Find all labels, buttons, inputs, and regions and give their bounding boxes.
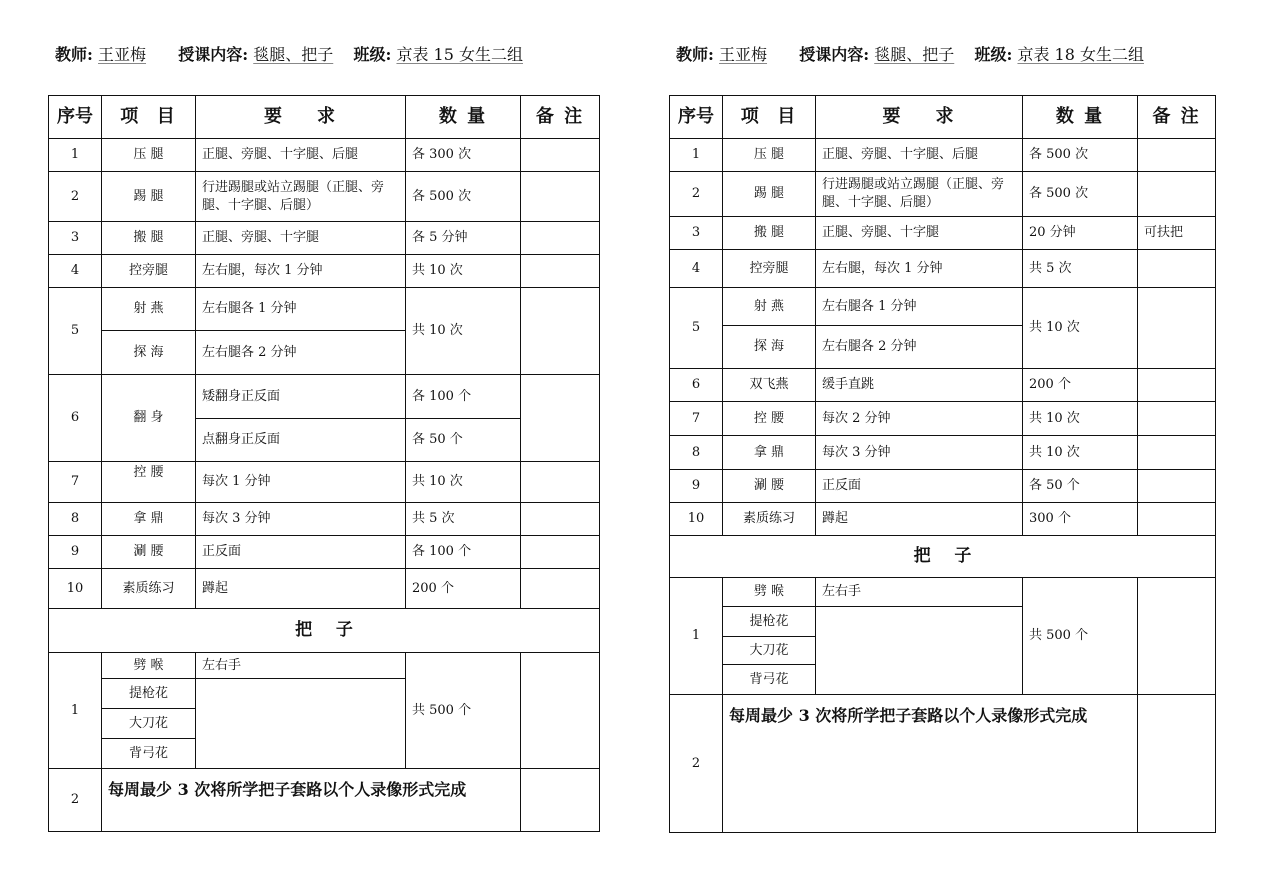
row-note [520, 138, 600, 172]
row-no: 6 [669, 368, 723, 402]
row-no: 1 [48, 138, 102, 172]
row-req: 左右手 [195, 652, 406, 679]
row-qty: 各 300 次 [405, 138, 521, 172]
row-note [520, 221, 600, 255]
row-note [1137, 287, 1216, 369]
row-item: 控旁腿 [722, 249, 816, 288]
col-header-no: 序号 [48, 95, 102, 139]
row-note [520, 461, 600, 503]
row-item: 踢 腿 [722, 171, 816, 217]
row-subitem: 提枪花 [722, 606, 816, 637]
row-req: 左右腿，每次 1 分钟 [815, 249, 1023, 288]
final-instruction: 每周最少 3 次将所学把子套路以个人录像形式完成 [101, 768, 521, 832]
row-note [520, 535, 600, 569]
row-note [520, 768, 600, 832]
row-qty: 共 10 次 [1022, 435, 1138, 470]
row-req-empty [195, 678, 406, 769]
row-qty: 各 500 次 [1022, 171, 1138, 217]
row-item: 素质练习 [722, 502, 816, 536]
col-header-item: 项 目 [101, 95, 196, 139]
row-subitem: 劈 喉 [101, 652, 196, 679]
row-no: 4 [669, 249, 723, 288]
row-qty: 200 个 [405, 568, 521, 609]
row-req: 行进踢腿或站立踢腿（正腿、旁腿、十字腿、后腿） [815, 171, 1023, 217]
row-item: 涮 腰 [101, 535, 196, 569]
row-item: 涮 腰 [722, 469, 816, 503]
row-req: 正反面 [195, 535, 406, 569]
row-req: 每次 3 分钟 [815, 435, 1023, 470]
class-value: 京表 15 女生二组 [396, 45, 523, 64]
section-title: 把 子 [669, 535, 1216, 578]
row-no: 8 [48, 502, 102, 536]
row-no: 5 [48, 287, 102, 375]
col-header-item: 项 目 [722, 95, 816, 139]
content-label: 授课内容: [178, 45, 249, 64]
row-note [520, 171, 600, 222]
row-note [1137, 469, 1216, 503]
row-qty: 各 500 次 [1022, 138, 1138, 172]
row-note [1137, 435, 1216, 470]
row-subitem: 劈 喉 [722, 577, 816, 607]
col-header-req: 要 求 [815, 95, 1023, 139]
row-subreq: 矮翻身正反面 [195, 374, 406, 419]
row-subitem: 背弓花 [101, 738, 196, 769]
row-no: 6 [48, 374, 102, 462]
row-req: 每次 3 分钟 [195, 502, 406, 536]
row-req: 蹲起 [815, 502, 1023, 536]
row-no: 2 [669, 694, 723, 833]
row-subitem: 提枪花 [101, 678, 196, 709]
row-no: 9 [669, 469, 723, 503]
row-qty: 共 10 次 [405, 461, 521, 503]
row-qty: 20 分钟 [1022, 216, 1138, 250]
col-header-note: 备 注 [1137, 95, 1216, 139]
row-item: 控 腰 [101, 461, 196, 503]
row-req: 左右手 [815, 577, 1023, 607]
col-header-req: 要 求 [195, 95, 406, 139]
row-note [1137, 694, 1216, 833]
sheet-header [676, 42, 1144, 65]
row-note [520, 652, 600, 769]
content-value: 毯腿、把子 [874, 45, 955, 64]
row-no: 2 [48, 171, 102, 222]
row-item: 搬 腿 [722, 216, 816, 250]
row-no: 1 [669, 138, 723, 172]
row-subitem: 探 海 [722, 325, 816, 369]
teacher-name: 王亚梅 [719, 45, 768, 64]
row-qty: 共 5 次 [405, 502, 521, 536]
row-req-empty [815, 606, 1023, 695]
row-req: 每次 1 分钟 [195, 461, 406, 503]
section-title: 把 子 [48, 608, 600, 653]
row-no: 8 [669, 435, 723, 470]
final-instruction: 每周最少 3 次将所学把子套路以个人录像形式完成 [722, 694, 1138, 833]
col-header-qty: 数 量 [1022, 95, 1138, 139]
row-no: 3 [48, 221, 102, 255]
row-no: 1 [48, 652, 102, 769]
row-no: 4 [48, 254, 102, 288]
row-no: 1 [669, 577, 723, 695]
row-subitem: 大刀花 [722, 636, 816, 665]
row-note [1137, 138, 1216, 172]
row-subitem: 大刀花 [101, 708, 196, 739]
row-item: 素质练习 [101, 568, 196, 609]
teacher-name: 王亚梅 [98, 45, 147, 64]
col-header-qty: 数 量 [405, 95, 521, 139]
row-qty: 各 100 个 [405, 535, 521, 569]
row-note [1137, 577, 1216, 695]
row-no: 2 [48, 768, 102, 832]
row-req: 正腿、旁腿、十字腿 [815, 216, 1023, 250]
row-subitem: 射 燕 [722, 287, 816, 326]
row-req: 左右腿，每次 1 分钟 [195, 254, 406, 288]
row-qty: 共 500 个 [1022, 577, 1138, 695]
row-item: 搬 腿 [101, 221, 196, 255]
row-req: 每次 2 分钟 [815, 401, 1023, 436]
row-req: 行进踢腿或站立踢腿（正腿、旁腿、十字腿、后腿） [195, 171, 406, 222]
row-note [520, 568, 600, 609]
row-qty: 各 5 分钟 [405, 221, 521, 255]
row-note [1137, 401, 1216, 436]
row-req: 正腿、旁腿、十字腿 [195, 221, 406, 255]
row-note [1137, 249, 1216, 288]
row-subqty: 各 100 个 [405, 374, 521, 419]
row-req: 蹲起 [195, 568, 406, 609]
row-subreq: 左右腿各 2 分钟 [815, 325, 1023, 369]
row-req: 正腿、旁腿、十字腿、后腿 [815, 138, 1023, 172]
row-no: 10 [48, 568, 102, 609]
row-qty: 共 10 次 [405, 287, 521, 375]
row-qty: 各 500 次 [405, 171, 521, 222]
row-qty: 共 10 次 [1022, 287, 1138, 369]
row-qty: 各 50 个 [1022, 469, 1138, 503]
row-item: 压 腿 [722, 138, 816, 172]
row-qty: 300 个 [1022, 502, 1138, 536]
row-note [1137, 368, 1216, 402]
row-no: 5 [669, 287, 723, 369]
teacher-label: 教师: [55, 45, 93, 64]
row-subreq: 左右腿各 1 分钟 [195, 287, 406, 331]
row-subitem: 背弓花 [722, 664, 816, 695]
row-qty: 200 个 [1022, 368, 1138, 402]
row-no: 9 [48, 535, 102, 569]
row-item: 压 腿 [101, 138, 196, 172]
row-req: 正反面 [815, 469, 1023, 503]
row-item: 踢 腿 [101, 171, 196, 222]
class-label: 班级: [974, 45, 1013, 64]
row-note [520, 502, 600, 536]
sheet-header [55, 42, 523, 65]
teacher-label: 教师: [676, 45, 714, 64]
row-note [520, 254, 600, 288]
row-no: 3 [669, 216, 723, 250]
row-note [1137, 502, 1216, 536]
col-header-no: 序号 [669, 95, 723, 139]
row-req: 正腿、旁腿、十字腿、后腿 [195, 138, 406, 172]
row-subqty: 各 50 个 [405, 418, 521, 462]
row-subitem: 射 燕 [101, 287, 196, 331]
row-subreq: 左右腿各 1 分钟 [815, 287, 1023, 326]
row-qty: 共 5 次 [1022, 249, 1138, 288]
row-qty: 共 10 次 [1022, 401, 1138, 436]
row-qty: 共 500 个 [405, 652, 521, 769]
row-item: 翻 身 [101, 374, 196, 462]
row-note [520, 287, 600, 375]
content-value: 毯腿、把子 [253, 45, 334, 64]
row-note: 可扶把 [1137, 216, 1216, 250]
row-subreq: 左右腿各 2 分钟 [195, 330, 406, 375]
row-item: 控 腰 [722, 401, 816, 436]
row-req: 缓手直跳 [815, 368, 1023, 402]
row-no: 10 [669, 502, 723, 536]
row-subreq: 点翻身正反面 [195, 418, 406, 462]
row-no: 2 [669, 171, 723, 217]
row-item: 控旁腿 [101, 254, 196, 288]
row-no: 7 [669, 401, 723, 436]
class-label: 班级: [353, 45, 392, 64]
row-no: 7 [48, 461, 102, 503]
row-subitem: 探 海 [101, 330, 196, 375]
row-item: 拿 鼎 [722, 435, 816, 470]
row-note [520, 374, 600, 462]
content-label: 授课内容: [799, 45, 870, 64]
row-note [1137, 171, 1216, 217]
class-value: 京表 18 女生二组 [1017, 45, 1144, 64]
row-item: 拿 鼎 [101, 502, 196, 536]
row-item: 双飞燕 [722, 368, 816, 402]
row-qty: 共 10 次 [405, 254, 521, 288]
col-header-note: 备 注 [520, 95, 600, 139]
